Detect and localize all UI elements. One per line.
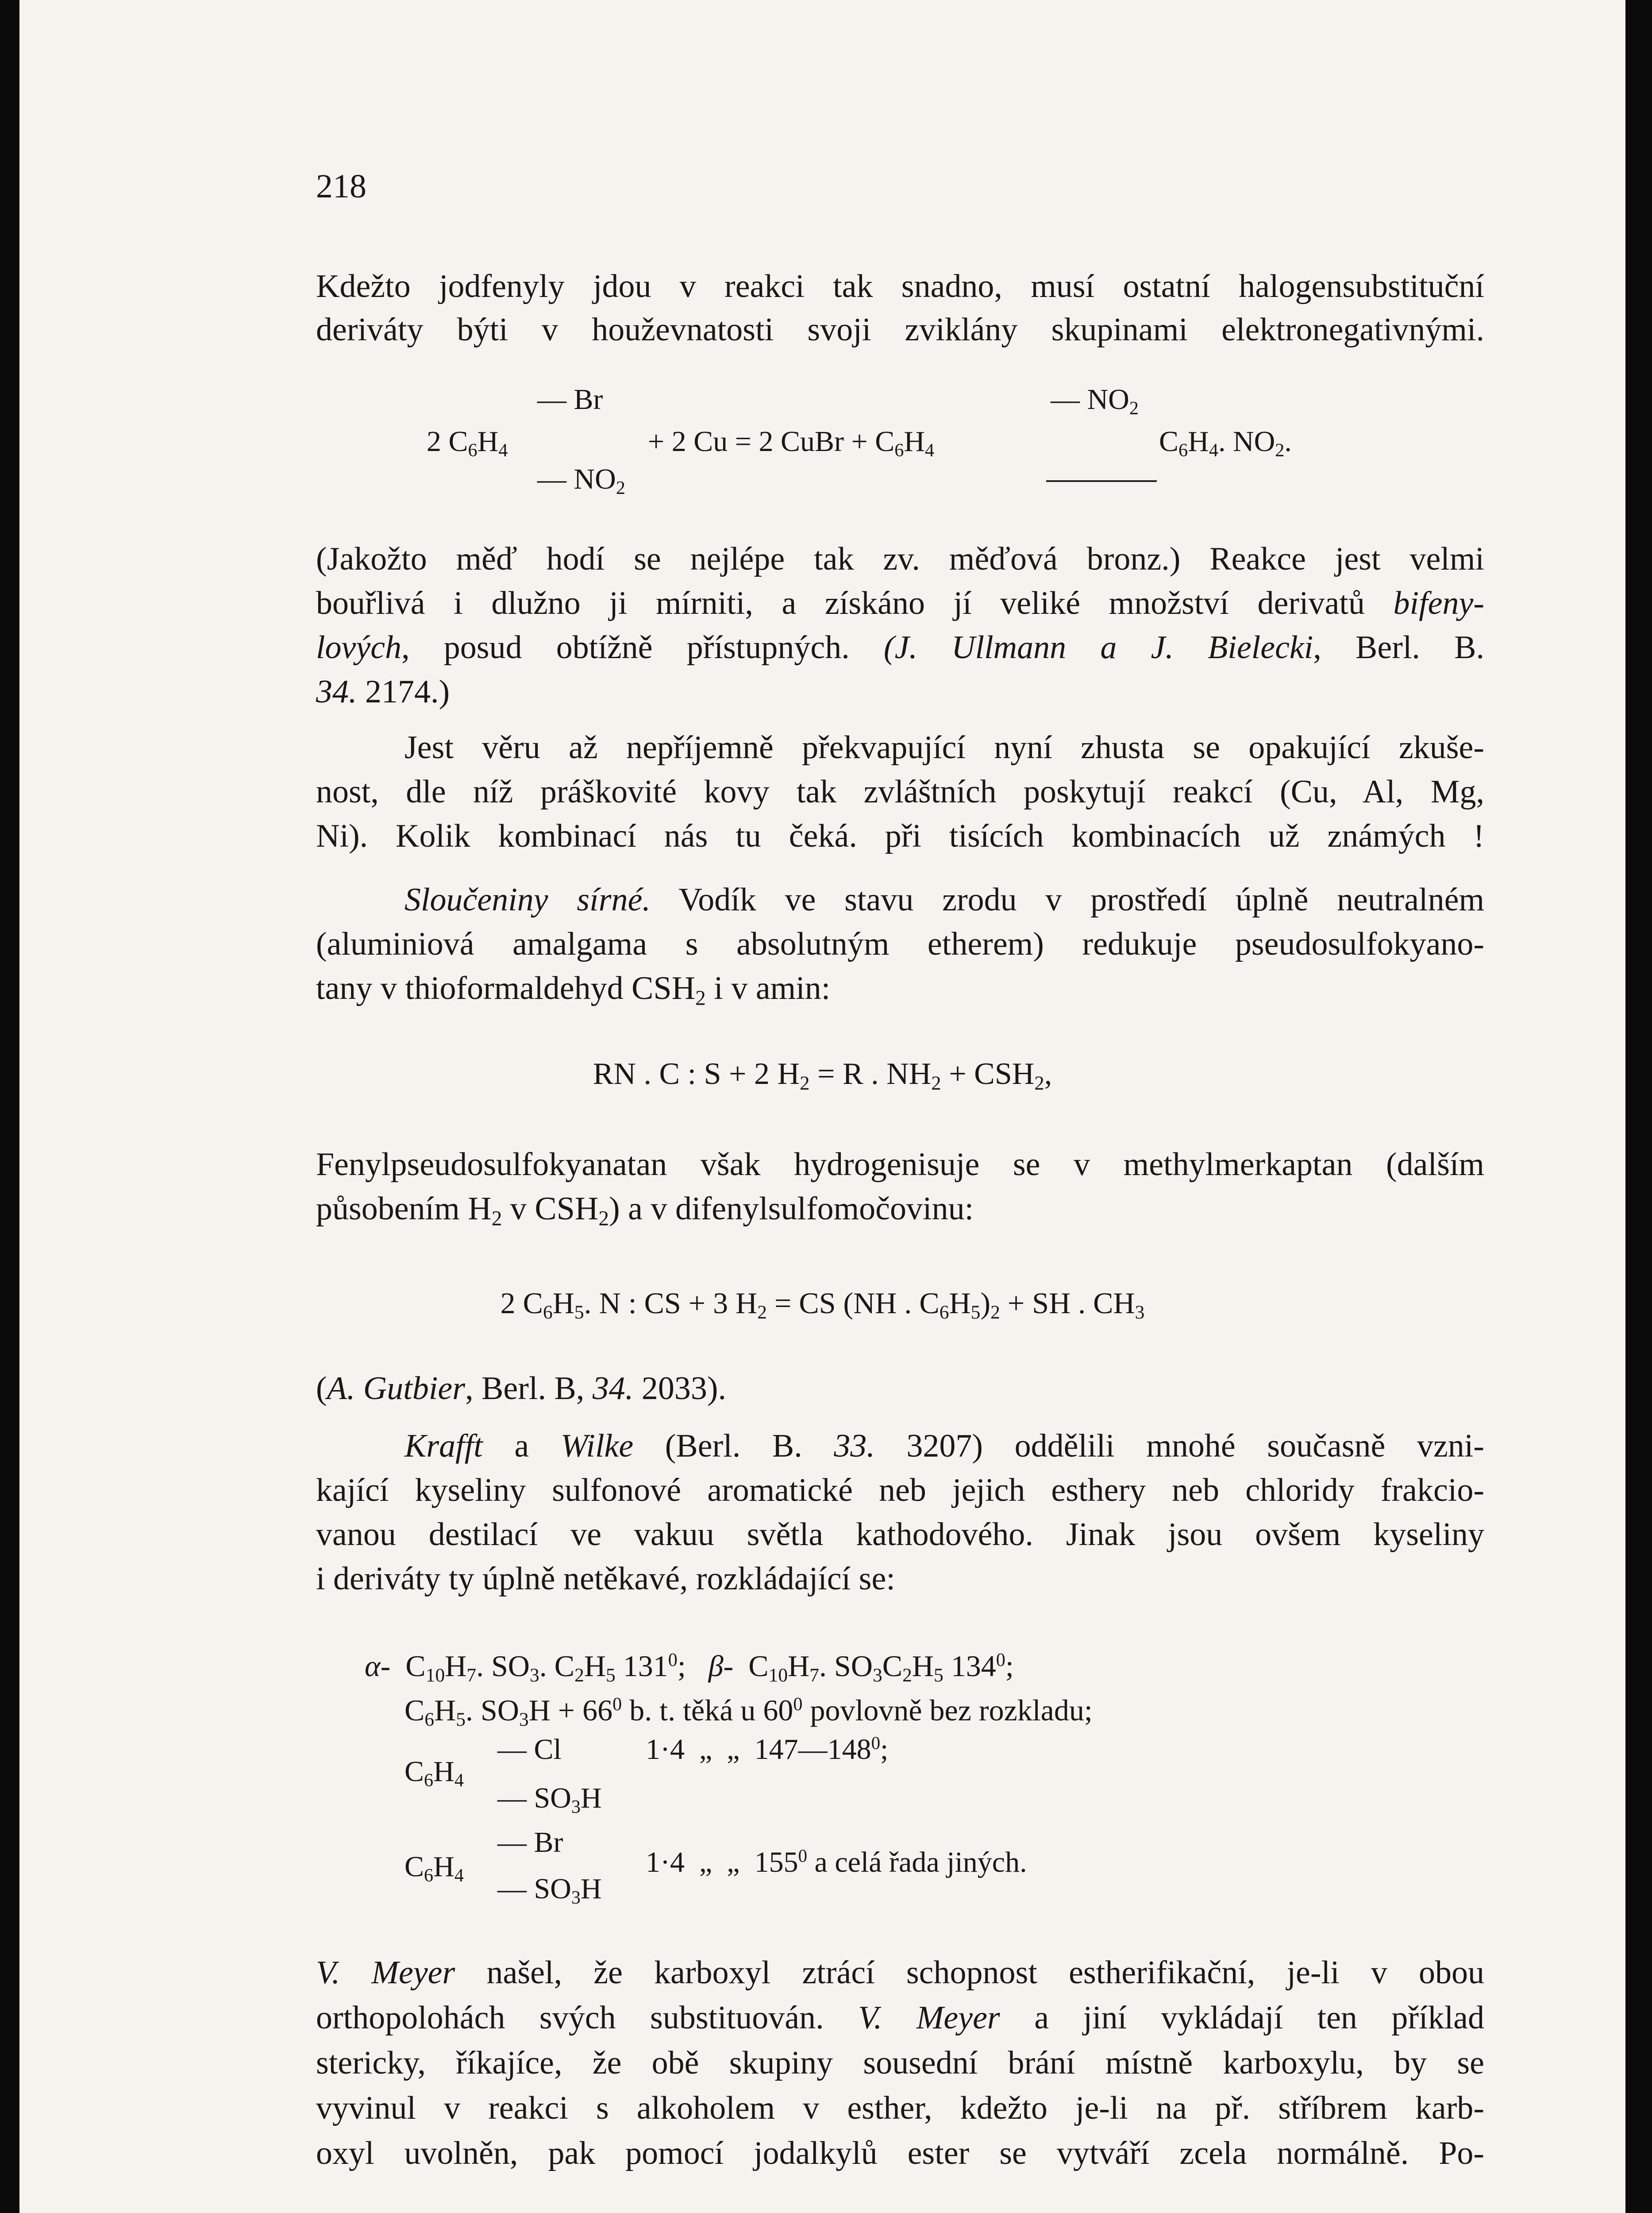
paragraph-7-line-2: kající kyseliny sulfonové aromatické neb jejich esthery neb chloridy frakcio- xyxy=(316,1472,1484,1508)
compound-row-4-values: 1·4 „ „ $155^0$ a celá řada jiných. xyxy=(646,1846,1027,1878)
compound-row-4-core: $C_6H_4$ xyxy=(404,1851,464,1886)
compound-row-4-substituent-br: — Br xyxy=(497,1826,563,1858)
page-number: 218 xyxy=(316,168,366,205)
eq1-bond-line xyxy=(1046,480,1157,482)
paragraph-7-line-4: i deriváty ty úplně netěkavé, rozkládající se: xyxy=(316,1561,895,1597)
paragraph-5-line-1: Fenylpseudosulfokyanatan však hydrogenisuje se v methylmerkaptan (dalším xyxy=(316,1146,1484,1183)
compound-row-3-core: $C_6H_4$ xyxy=(404,1755,464,1791)
compound-row-2: $C_6H_5$. $SO_3H + 66^0$ b. t. těká u $60^0$ povlovně bez rozkladu; xyxy=(404,1693,1093,1731)
eq1-substituent-no2-bottom: — $NO_2$ xyxy=(537,463,625,498)
compound-row-1: α- $C_{10}H_7$. $SO_3$. $C_2H_5$ $131^0$; β- $C_{10}H_7$. $SO_3C_2H_5$ $134^0$; xyxy=(365,1649,1014,1686)
paragraph-4-line-2: (aluminiová amalgama s absolutným etherem) redukuje pseudosulfokyano- xyxy=(316,926,1484,962)
paragraph-1-line-1: Kdežto jodfenyly jdou v reakci tak snadno, musí ostatní halogensubstituční xyxy=(316,268,1484,305)
paragraph-2-line-3: lových, posud obtížně přístupných. (J. Ullmann a J. Bielecki, Berl. B. xyxy=(316,629,1484,666)
paragraph-4-line-3: tany v thioformaldehyd $CSH_2$ i v amin: xyxy=(316,970,831,1010)
paragraph-1-line-2: deriváty býti v houževnatosti svoji zviklány skupinami elektronegativnými. xyxy=(316,312,1484,348)
scanned-page xyxy=(19,0,1625,2213)
paragraph-8-line-3: stericky, říkajíce, že obě skupiny sousední brání místně karboxylu, by se xyxy=(316,2045,1484,2081)
equation-3: 2 $C_6H_5$. N : CS + 3 $H_2$ = CS (NH . $C_6H_5)_2$ + SH . $CH_3$ xyxy=(500,1286,1145,1323)
paragraph-7-line-3: vanou destilací ve vakuu světla kathodového. Jinak jsou ovšem kyseliny xyxy=(316,1516,1484,1553)
eq1-reactant: 2 $C_6H_4$ xyxy=(427,425,508,461)
paragraph-2-line-4: 34. 2174.) xyxy=(316,674,450,710)
paragraph-4-line-1: Sloučeniny sírné. Vodík ve stavu zrodu v prostředí úplně neutralném xyxy=(404,882,1484,918)
equation-2: RN . C : S + 2 $H_2 = R$ . $NH_2 + CSH_2$, xyxy=(593,1057,1052,1094)
compound-row-3-substituent-cl: — Cl xyxy=(497,1733,562,1766)
compound-row-3-values: 1·4 „ „ $147—148^0$; xyxy=(646,1733,889,1766)
paragraph-7-line-1: Krafft a Wilke (Berl. B. 33. 3207) oddělili mnohé současně vzni- xyxy=(404,1428,1485,1464)
compound-row-4-substituent-so3h: — $SO_3H$ xyxy=(497,1873,602,1908)
eq1-product-biphenyl: $C_6H_4$. $NO_2$. xyxy=(1159,425,1292,461)
paragraph-3-line-2: nost, dle níž práškovité kovy tak zvláštních poskytují reakcí (Cu, Al, Mg, xyxy=(316,774,1484,810)
eq1-substituent-no2-top: — $NO_2$ xyxy=(1051,383,1139,419)
paragraph-2-line-1: (Jakožto měď hodí se nejlépe tak zv. měďová bronz.) Reakce jest velmi xyxy=(316,541,1484,577)
citation-gutbier: (A. Gutbier, Berl. B, 34. 2033). xyxy=(316,1370,726,1407)
paragraph-8-line-1: V. Meyer našel, že karboxyl ztrácí schopnost estherifikační, je-li v obou xyxy=(316,1955,1485,1991)
paragraph-8-line-2: orthopolohách svých substituován. V. Meyer a jiní vykládají ten příklad xyxy=(316,2000,1484,2036)
eq1-substituent-br: — Br xyxy=(537,383,603,416)
eq1-middle: + 2 Cu = 2 CuBr + $C_6H_4$ xyxy=(648,425,935,461)
paragraph-8-line-4: vyvinul v reakci s alkoholem v esther, kdežto je-li na př. stříbrem karb- xyxy=(316,2090,1484,2126)
paragraph-8-line-5: oxyl uvolněn, pak pomocí jodalkylů ester se vytváří zcela normálně. Po- xyxy=(316,2135,1484,2171)
paragraph-3-line-1: Jest věru až nepříjemně překvapující nyní zhusta se opakující zkuše- xyxy=(404,729,1484,766)
paragraph-5-line-2: působením $H_2$ v $CSH_2$) a v difenylsulfomočovinu: xyxy=(316,1191,974,1230)
paragraph-2-line-2: bouřlivá i dlužno ji mírniti, a získáno jí veliké množství derivatů bifeny- xyxy=(316,585,1484,621)
paragraph-3-line-3: Ni). Kolik kombinací nás tu čeká. při tisících kombinacích už známých ! xyxy=(316,818,1484,854)
compound-row-3-substituent-so3h: — $SO_3H$ xyxy=(497,1782,602,1817)
